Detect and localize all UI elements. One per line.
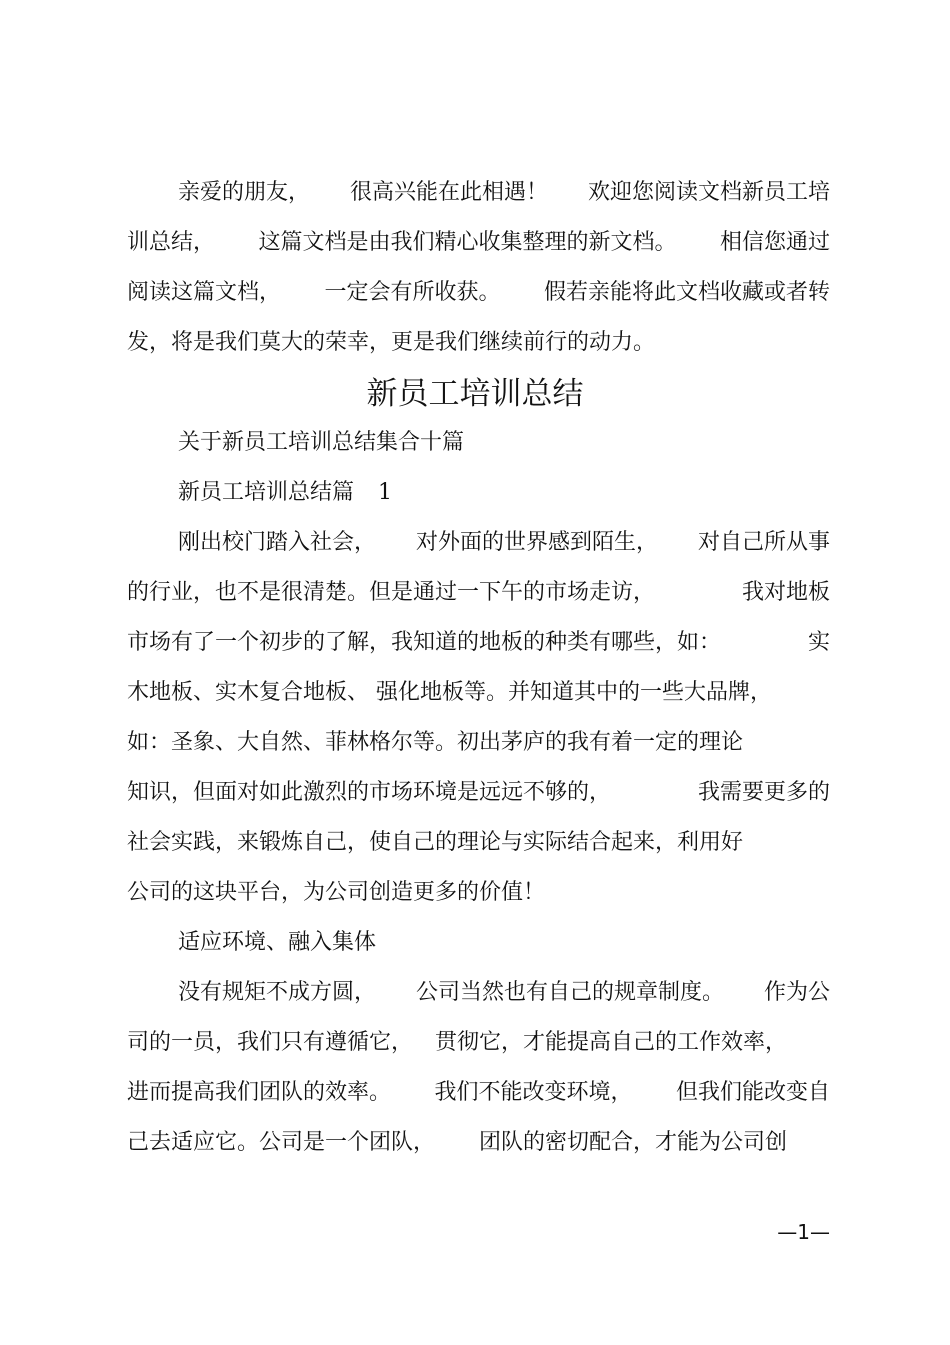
para1-line-1: 刚出校门踏入社会， 对外面的世界感到陌生， 对自己所从事 — [178, 530, 830, 555]
intro-line-2: 训总结， 这篇文档是由我们精心收集整理的新文档。 相信您通过 — [127, 230, 830, 255]
para2-line-4: 己去适应它。公司是一个团队， 团队的密切配合，才能为公司创 — [127, 1130, 788, 1155]
para1-line-4: 木地板、实木复合地板、 强化地板等。并知道其中的一些大品牌， — [127, 680, 772, 705]
para1-line-3: 市场有了一个初步的了解，我知道的地板的种类有哪些，如： 实 — [127, 630, 830, 655]
document-title: 新员工培训总结 — [366, 376, 584, 412]
intro-line-3: 阅读这篇文档， 一定会有所收获。 假若亲能将此文档收藏或者转 — [127, 280, 830, 305]
para1-line-7: 社会实践，来锻炼自己，使自己的理论与实际结合起来，利用好 — [127, 830, 744, 855]
section-heading: 新员工培训总结篇 1 — [178, 480, 393, 505]
para2-line-1: 没有规矩不成方圆， 公司当然也有自己的规章制度。 作为公 — [178, 980, 830, 1005]
para1-line-8: 公司的这块平台，为公司创造更多的价值！ — [127, 880, 546, 905]
intro-line-4: 发，将是我们莫大的荣幸，更是我们继续前行的动力。 — [127, 330, 656, 355]
para1-line-6: 知识，但面对如此激烈的市场环境是远远不够的， 我需要更多的 — [127, 780, 830, 805]
para1-line-5: 如：圣象、大自然、菲林格尔等。初出茅庐的我有着一定的理论 — [127, 730, 744, 755]
para2-line-3: 进而提高我们团队的效率。 我们不能改变环境， 但我们能改变自 — [127, 1080, 830, 1105]
section-heading-2: 适应环境、融入集体 — [178, 930, 377, 955]
para1-line-2: 的行业，也不是很清楚。但是通过一下午的市场走访， 我对地板 — [127, 580, 830, 605]
page-number: —1— — [777, 1220, 830, 1244]
para2-line-2: 司的一员，我们只有遵循它， 贯彻它，才能提高自己的工作效率， — [127, 1030, 788, 1055]
subtitle: 关于新员工培训总结集合十篇 — [178, 430, 465, 455]
intro-line-1: 亲爱的朋友， 很高兴能在此相遇！ 欢迎您阅读文档新员工培 — [178, 180, 830, 205]
